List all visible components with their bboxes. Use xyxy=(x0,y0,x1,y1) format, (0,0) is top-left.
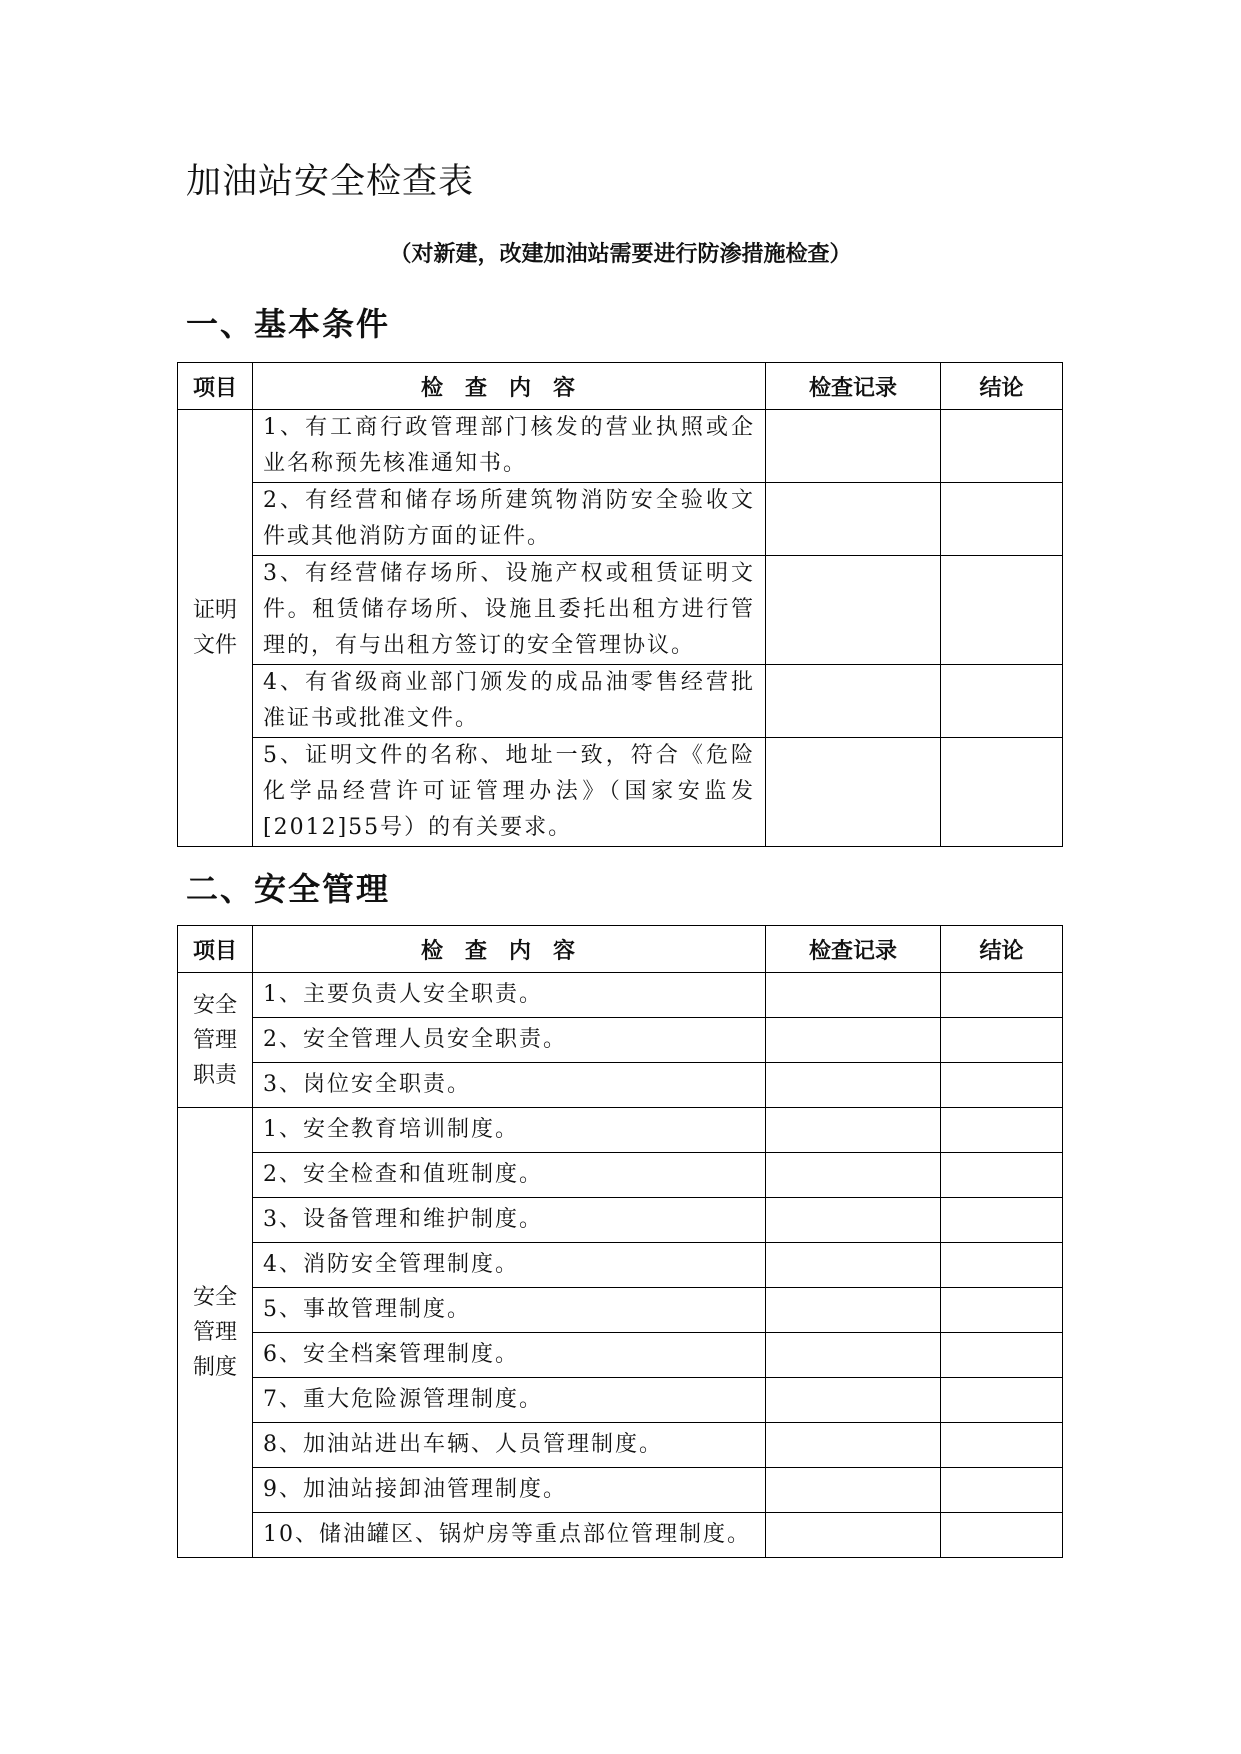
conclusion-cell[interactable] xyxy=(941,1243,1063,1288)
header-record: 检查记录 xyxy=(766,926,941,973)
record-cell[interactable] xyxy=(766,1513,941,1558)
conclusion-cell[interactable] xyxy=(941,973,1063,1018)
conclusion-cell[interactable] xyxy=(941,1468,1063,1513)
check-item: 9、加油站接卸油管理制度。 xyxy=(253,1468,766,1513)
table-header-row xyxy=(178,926,1063,973)
check-item: 3、设备管理和维护制度。 xyxy=(253,1198,766,1243)
header-project: 项目 xyxy=(178,363,253,410)
basic-conditions-table xyxy=(177,362,1063,847)
check-item: 3、岗位安全职责。 xyxy=(253,1063,766,1108)
conclusion-cell[interactable] xyxy=(941,1153,1063,1198)
table-header-row xyxy=(178,363,1063,410)
table-row xyxy=(178,738,1063,847)
record-cell[interactable] xyxy=(766,738,941,847)
section-heading-basic-conditions: 一、基本条件 xyxy=(186,305,391,343)
record-cell[interactable] xyxy=(766,1108,941,1153)
check-item: 5、事故管理制度。 xyxy=(253,1288,766,1333)
conclusion-cell[interactable] xyxy=(941,410,1063,483)
conclusion-cell[interactable] xyxy=(941,1063,1063,1108)
check-item: 6、安全档案管理制度。 xyxy=(253,1333,766,1378)
record-cell[interactable] xyxy=(766,1378,941,1423)
table-row xyxy=(178,1333,1063,1378)
table-row xyxy=(178,1018,1063,1063)
page-title: 加油站安全检查表 xyxy=(186,162,475,202)
check-item: 2、有经营和储存场所建筑物消防安全验收文件或其他消防方面的证件。 xyxy=(253,483,766,556)
record-cell[interactable] xyxy=(766,665,941,738)
record-cell[interactable] xyxy=(766,1198,941,1243)
record-cell[interactable] xyxy=(766,410,941,483)
conclusion-cell[interactable] xyxy=(941,1423,1063,1468)
table-row xyxy=(178,1468,1063,1513)
table-row xyxy=(178,665,1063,738)
check-item: 4、消防安全管理制度。 xyxy=(253,1243,766,1288)
check-item: 2、安全管理人员安全职责。 xyxy=(253,1018,766,1063)
table-row xyxy=(178,1423,1063,1468)
check-item: 4、有省级商业部门颁发的成品油零售经营批准证书或批准文件。 xyxy=(253,665,766,738)
header-conclusion: 结论 xyxy=(941,363,1063,410)
conclusion-cell[interactable] xyxy=(941,1018,1063,1063)
section-heading-safety-management: 二、安全管理 xyxy=(186,870,391,908)
header-project: 项目 xyxy=(178,926,253,973)
conclusion-cell[interactable] xyxy=(941,1288,1063,1333)
conclusion-cell[interactable] xyxy=(941,1378,1063,1423)
check-item: 1、有工商行政管理部门核发的营业执照或企业名称预先核准通知书。 xyxy=(253,410,766,483)
check-item: 10、储油罐区、锅炉房等重点部位管理制度。 xyxy=(253,1513,766,1558)
table-row xyxy=(178,1153,1063,1198)
conclusion-cell[interactable] xyxy=(941,483,1063,556)
header-content: 检查内容 xyxy=(253,363,766,410)
record-cell[interactable] xyxy=(766,1018,941,1063)
table-row xyxy=(178,1198,1063,1243)
conclusion-cell[interactable] xyxy=(941,665,1063,738)
header-conclusion: 结论 xyxy=(941,926,1063,973)
table-row xyxy=(178,1243,1063,1288)
table-row xyxy=(178,1108,1063,1153)
record-cell[interactable] xyxy=(766,1333,941,1378)
record-cell[interactable] xyxy=(766,973,941,1018)
table-row xyxy=(178,556,1063,665)
check-item: 5、证明文件的名称、地址一致，符合《危险化学品经营许可证管理办法》（国家安监发[2012]55号）的有关要求。 xyxy=(253,738,766,847)
header-record: 检查记录 xyxy=(766,363,941,410)
conclusion-cell[interactable] xyxy=(941,556,1063,665)
record-cell[interactable] xyxy=(766,1243,941,1288)
conclusion-cell[interactable] xyxy=(941,1108,1063,1153)
record-cell[interactable] xyxy=(766,556,941,665)
record-cell[interactable] xyxy=(766,483,941,556)
record-cell[interactable] xyxy=(766,1468,941,1513)
table-row xyxy=(178,1288,1063,1333)
header-content: 检查内容 xyxy=(253,926,766,973)
category-safety-rules: 安全管理制度 xyxy=(178,1108,253,1558)
check-item: 8、加油站进出车辆、人员管理制度。 xyxy=(253,1423,766,1468)
record-cell[interactable] xyxy=(766,1288,941,1333)
record-cell[interactable] xyxy=(766,1063,941,1108)
table-row xyxy=(178,973,1063,1018)
table-row xyxy=(178,1063,1063,1108)
table-row xyxy=(178,410,1063,483)
category-certificates: 证明文件 xyxy=(178,410,253,847)
conclusion-cell[interactable] xyxy=(941,1333,1063,1378)
safety-management-table xyxy=(177,925,1063,1558)
table-row xyxy=(178,1513,1063,1558)
table-row xyxy=(178,1378,1063,1423)
record-cell[interactable] xyxy=(766,1153,941,1198)
check-item: 7、重大危险源管理制度。 xyxy=(253,1378,766,1423)
conclusion-cell[interactable] xyxy=(941,1513,1063,1558)
table-row xyxy=(178,483,1063,556)
conclusion-cell[interactable] xyxy=(941,1198,1063,1243)
check-item: 1、安全教育培训制度。 xyxy=(253,1108,766,1153)
record-cell[interactable] xyxy=(766,1423,941,1468)
check-item: 3、有经营储存场所、设施产权或租赁证明文件。租赁储存场所、设施且委托出租方进行管理的，有与出租方签订的安全管理协议。 xyxy=(253,556,766,665)
page-subtitle: （对新建，改建加油站需要进行防渗措施检查） xyxy=(389,242,852,267)
conclusion-cell[interactable] xyxy=(941,738,1063,847)
check-item: 2、安全检查和值班制度。 xyxy=(253,1153,766,1198)
check-item: 1、主要负责人安全职责。 xyxy=(253,973,766,1018)
category-safety-responsibilities: 安全管理职责 xyxy=(178,973,253,1108)
